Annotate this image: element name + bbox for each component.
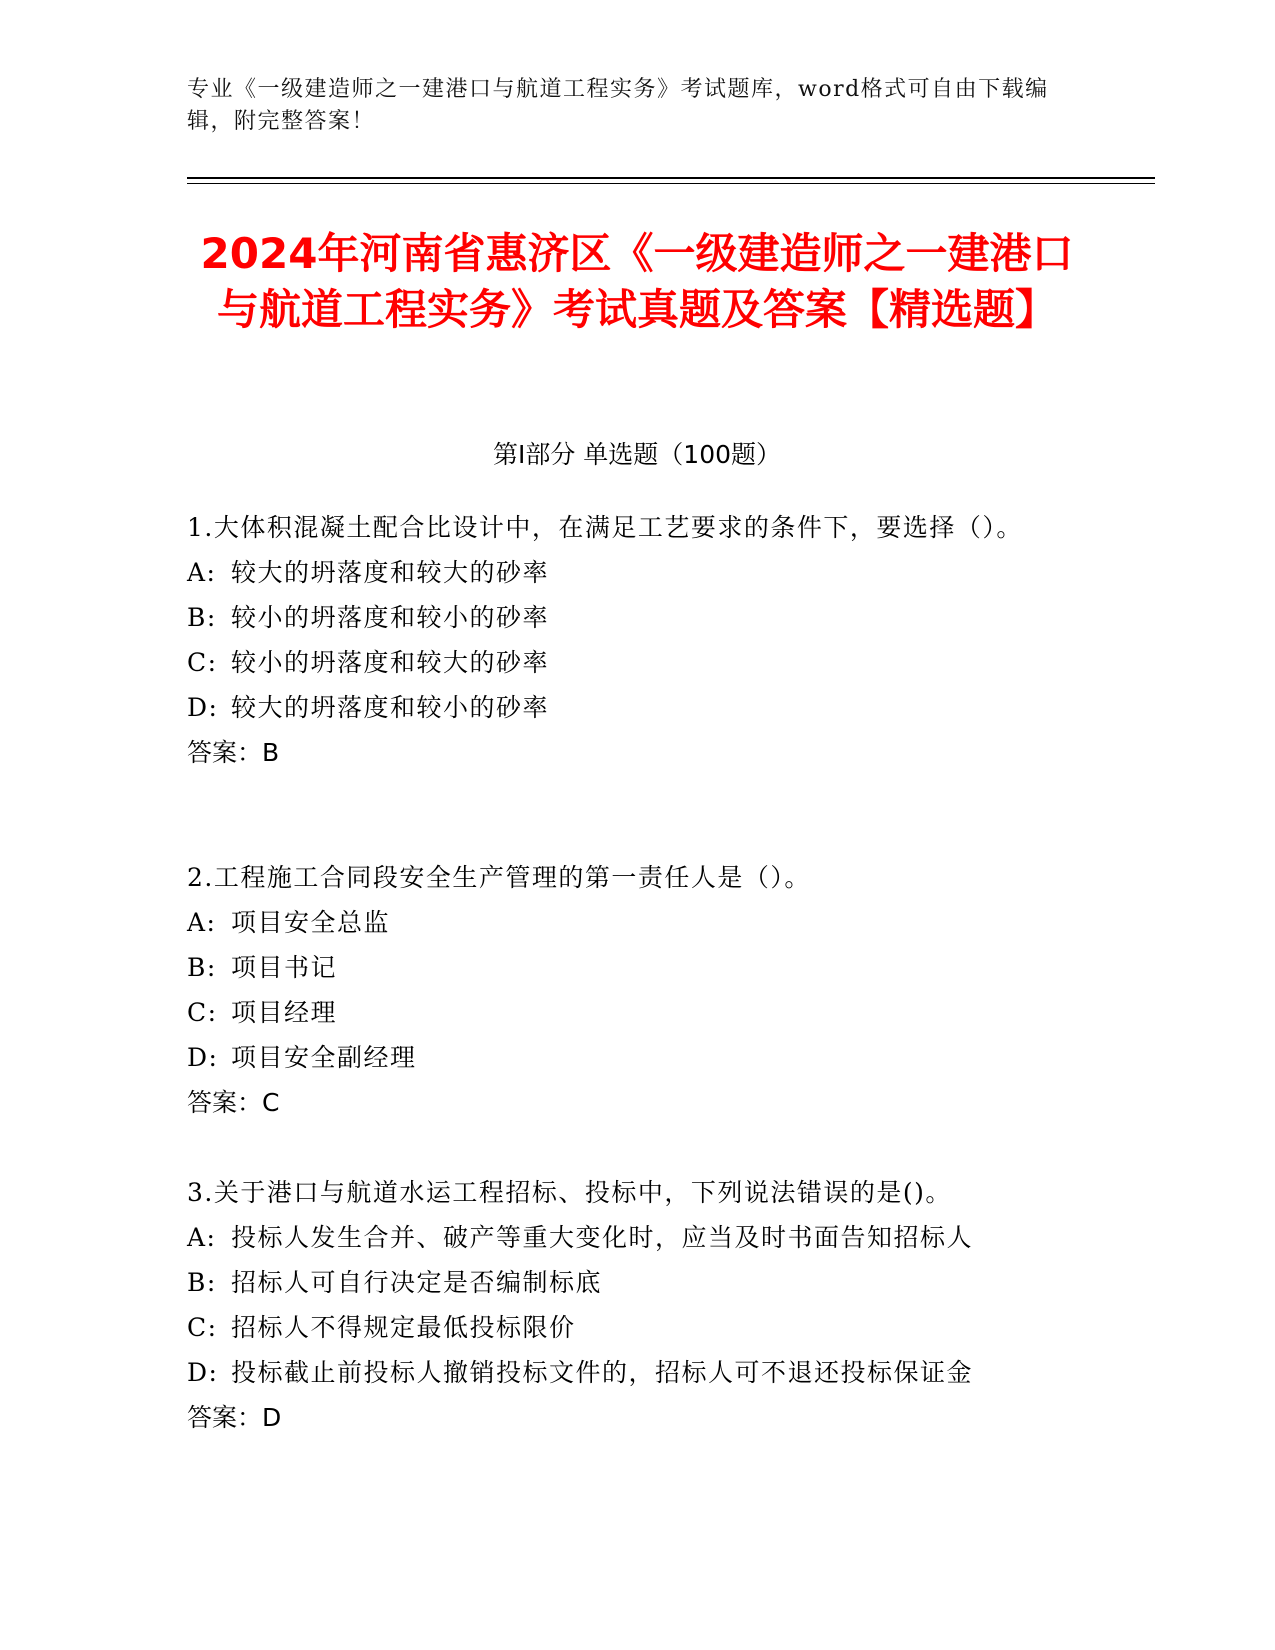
option-key: D: [187,693,219,722]
option-a [187,900,1067,945]
option-d [187,1035,1067,1080]
answer-line: 答案：D [187,1403,282,1432]
header-note: 专业《一级建造师之一建港口与航道工程实务》考试题库，word格式可自由下载编辑，附完整答案！ [187,77,1049,134]
question-stem: 3.关于港口与航道水运工程招标、投标中，下列说法错误的是()。 [187,1178,952,1207]
answer-line: 答案：C [187,1088,280,1117]
question-1 [187,505,1067,775]
option-text: 较大的坍落度和较小的砂率 [231,693,550,722]
option-key: A: [187,908,217,937]
answer-line: 答案：B [187,738,280,767]
option-key: A: [187,1223,217,1252]
option-text: 投标截止前投标人撤销投标文件的，招标人可不退还投标保证金 [231,1358,974,1387]
option-key: A: [187,558,217,587]
option-text: 项目安全总监 [231,908,391,937]
option-key: D: [187,1358,219,1387]
option-a [187,550,1067,595]
option-text: 项目经理 [231,998,338,1027]
header-divider-thin [187,183,1155,184]
option-c [187,640,1067,685]
header-divider-thick [187,177,1155,179]
option-key: B: [187,603,217,632]
section-heading: 第I部分 单选题（100题） [492,440,782,469]
option-text: 项目安全副经理 [231,1043,417,1072]
option-b [187,1260,1067,1305]
option-key: B: [187,953,217,982]
option-key: B: [187,1268,217,1297]
option-key: C: [187,1313,218,1342]
option-text: 招标人可自行决定是否编制标底 [231,1268,603,1297]
option-c [187,1305,1067,1350]
option-text: 较小的坍落度和较小的砂率 [231,603,550,632]
option-text: 较大的坍落度和较大的砂率 [231,558,550,587]
question-3 [187,1170,1067,1440]
document-title: 2024年河南省惠济区《一级建造师之一建港口与航道工程实务》考试真题及答案【精选题】 [200,229,1074,334]
option-key: C: [187,648,218,677]
question-stem: 1.大体积混凝土配合比设计中，在满足工艺要求的条件下，要选择（）。 [187,513,1023,542]
option-b [187,595,1067,640]
option-text: 项目书记 [231,953,338,982]
option-b [187,945,1067,990]
question-2 [187,855,1067,1125]
option-text: 较小的坍落度和较大的砂率 [231,648,550,677]
question-stem: 2.工程施工合同段安全生产管理的第一责任人是（）。 [187,863,811,892]
option-d [187,685,1067,730]
option-text: 招标人不得规定最低投标限价 [231,1313,576,1342]
option-c [187,990,1067,1035]
option-a [187,1215,1067,1260]
option-text: 投标人发生合并、破产等重大变化时，应当及时书面告知招标人 [231,1223,974,1252]
option-key: D: [187,1043,219,1072]
option-key: C: [187,998,218,1027]
option-d [187,1350,1067,1395]
